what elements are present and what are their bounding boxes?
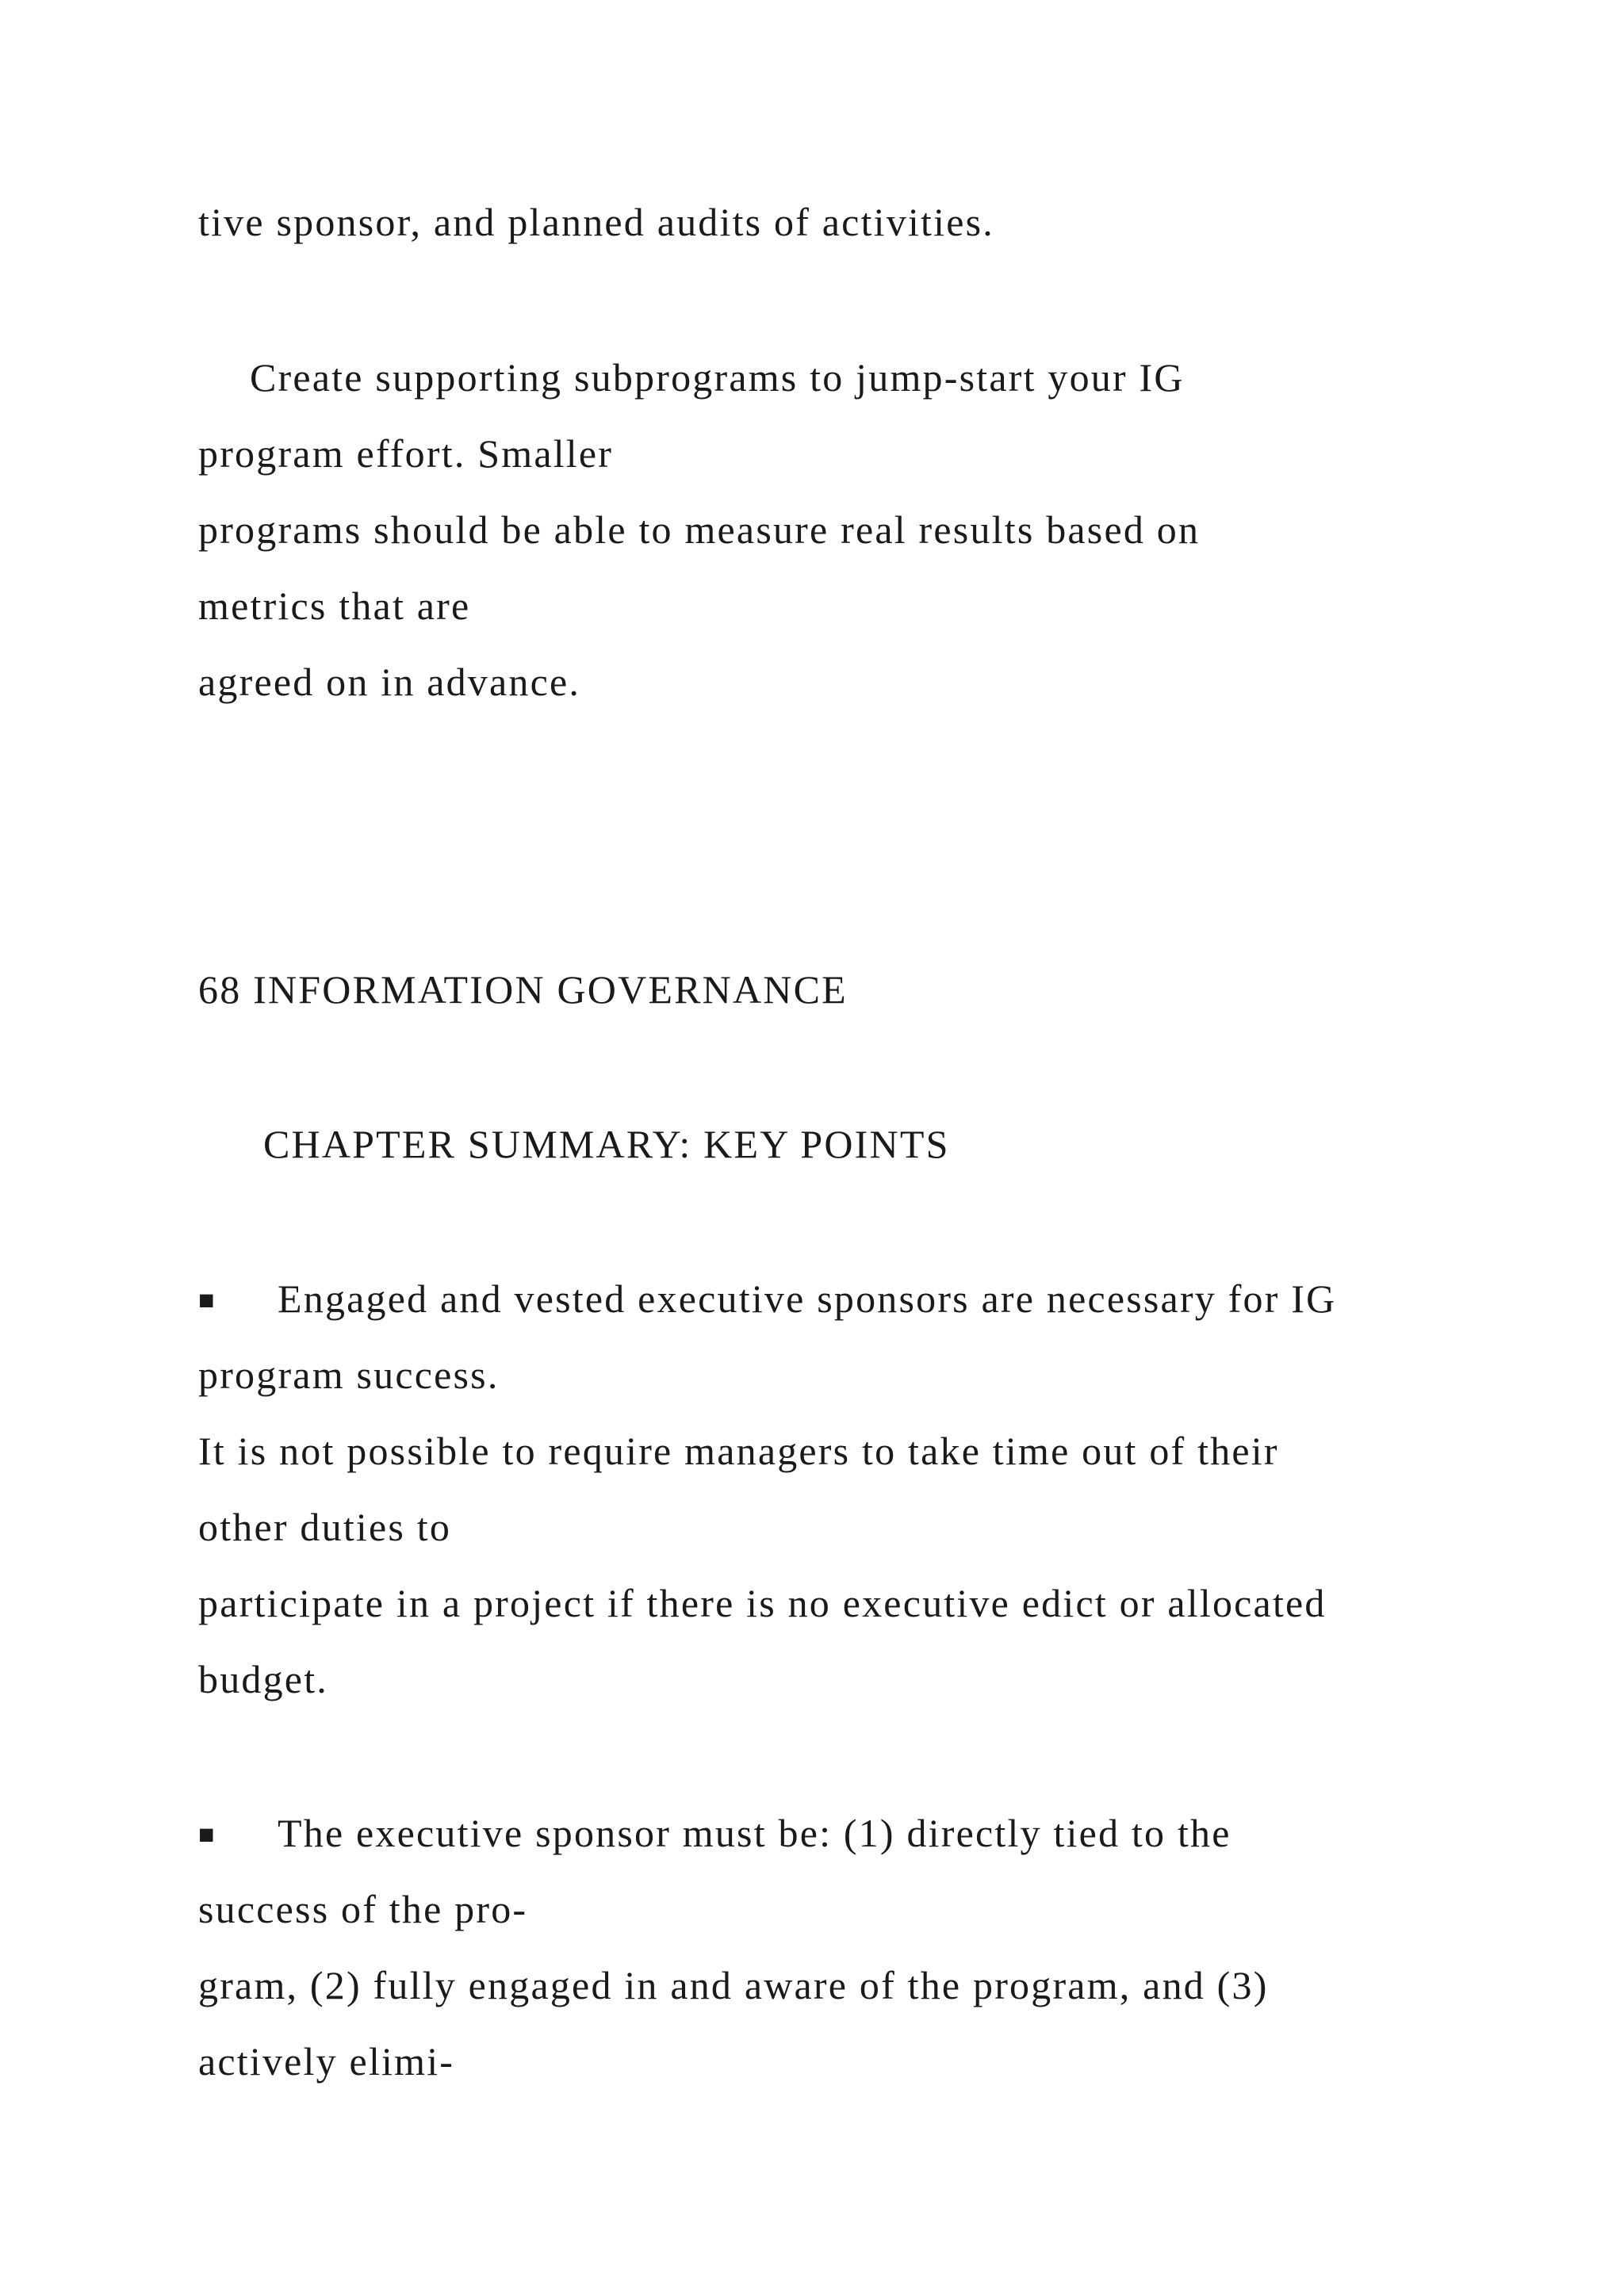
paragraph-line: tive sponsor, and planned audits of activities. — [198, 200, 994, 244]
paragraph-line: program success. — [198, 1353, 500, 1397]
bullet-item — [198, 1275, 1336, 1325]
paragraph-line: programs should be able to measure real results based on — [198, 507, 1201, 552]
paragraph-line: gram, (2) fully engaged in and aware of the program, and (3) — [198, 1963, 1269, 2007]
paragraph-line: participate in a project if there is no executive edict or allocated — [198, 1581, 1327, 1625]
bullet-text: The executive sponsor must be: (1) directly tied to the — [278, 1811, 1231, 1855]
paragraph-line: budget. — [198, 1657, 328, 1701]
bullet-icon: ■ — [198, 1286, 216, 1315]
bullet-icon: ■ — [198, 1820, 216, 1850]
paragraph-line: agreed on in advance. — [198, 660, 581, 704]
paragraph-line: Create supporting subprograms to jump-start your IG — [250, 355, 1185, 400]
paragraph-line: program effort. Smaller — [198, 431, 614, 476]
section-heading: CHAPTER SUMMARY: KEY POINTS — [263, 1122, 950, 1166]
paragraph-line: actively elimi- — [198, 2039, 455, 2084]
paragraph-line: metrics that are — [198, 584, 471, 628]
paragraph-line: success of the pro- — [198, 1887, 528, 1931]
bullet-item — [198, 1809, 1231, 1859]
bullet-text: Engaged and vested executive sponsors are necessary for IG — [278, 1276, 1337, 1321]
paragraph-line: other duties to — [198, 1505, 452, 1549]
paragraph-line: It is not possible to require managers to take time out of their — [198, 1429, 1279, 1473]
running-header: 68 INFORMATION GOVERNANCE — [198, 967, 848, 1012]
